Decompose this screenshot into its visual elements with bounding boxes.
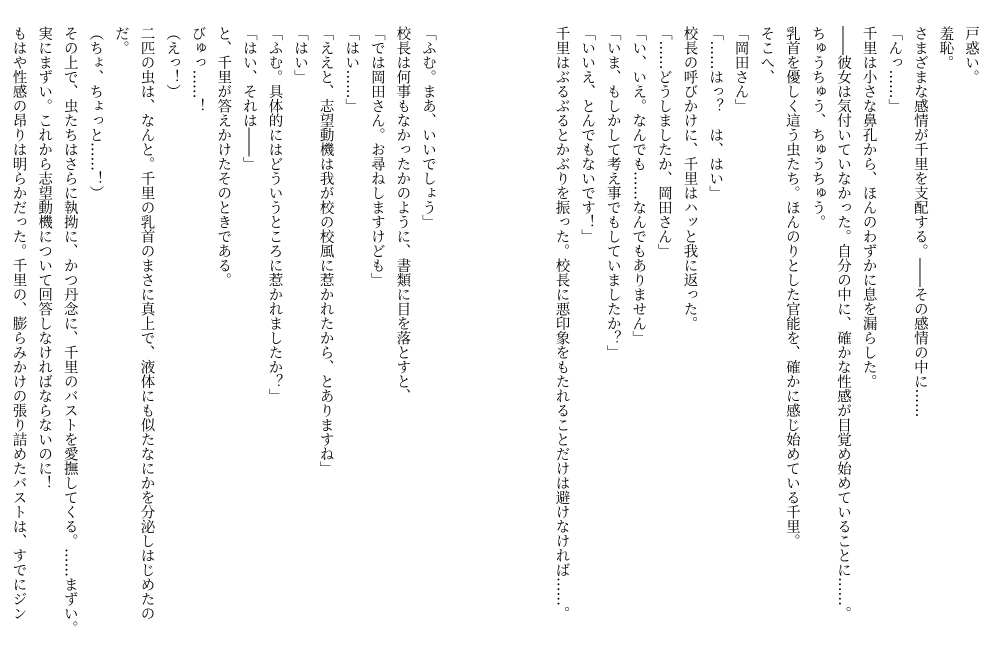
text-line: 「いいえ、とんでもないです！」 (579, 26, 596, 244)
text-line: 乳首を優しく這う虫たち。ほんのりとした官能を、確かに感じ始めている千里。 (783, 26, 800, 548)
text-line: ちゅうちゅう、ちゅうちゅう。 (809, 26, 826, 229)
text-line: その上で、虫たちはさらに執拗に、かつ丹念に、千里のバストを愛撫してくる。……まずい。 (61, 26, 78, 635)
text-line: 戸惑い。 (963, 26, 979, 84)
text-line: さまざまな感情が千里を支配する。――その感情の中に…… (911, 26, 928, 418)
text-line: 実にまずい。これから志望動機について回答しなければならないのに！ (36, 26, 53, 490)
text-line: 「はい、それは――」 (240, 26, 257, 171)
text-line: 「……どうしましたか、岡田さん」 (655, 26, 672, 258)
text-line: 「んっ……」 (886, 26, 903, 113)
text-line: 「はい……」 (343, 26, 360, 113)
text-line: 校長の呼びかけに、千里はハッと我に返った。 (681, 26, 698, 331)
text-line: 「では岡田さん。お尋ねしますけども」 (368, 26, 385, 287)
text-line: 「ふむ。具体的にはどういうところに惹かれましたか？」 (266, 26, 283, 403)
text-line: そこへ、 (758, 26, 775, 84)
text-column-right (523, 26, 983, 646)
text-line: 「岡田さん」 (732, 26, 749, 113)
text-line: 二匹の虫は、なんと。千里の乳首のまさに真上で、液体にも似たなにかを分泌しはじめたの (138, 26, 155, 621)
text-line: （えっ！） (164, 26, 181, 99)
text-line: 「ええと、志望動機は我が校の校風に惹かれたから、とありますね」 (317, 26, 334, 476)
text-line: もはや性感の昂りは明らかだった。千里の、膨らみかけの張り詰めたバストは、すでにジン (10, 26, 27, 621)
text-line: と、千里が答えかけたそのときである。 (215, 26, 232, 287)
text-column-left (0, 26, 440, 646)
text-line: 「ふむ。まあ、いいでしょう」 (420, 26, 436, 229)
text-line: 「はい」 (292, 26, 309, 84)
text-line: 「……はっ？ は、はい」 (707, 26, 724, 200)
text-line: 羞恥。 (937, 26, 954, 70)
text-line: 「い、いえ。なんでも……なんでもありません」 (630, 26, 647, 345)
text-line: 校長は何事もなかったかのように、書類に目を落とすと、 (394, 26, 411, 403)
text-line: びゅっ……！ (189, 26, 206, 113)
text-line: 「いま、もしかして考え事でもしていましたか？」 (604, 26, 621, 360)
text-line: 千里はぶるぶるとかぶりを振った。校長に悪印象をもたれることだけは避けなければ……。 (553, 26, 570, 621)
text-line: ――彼女は気付いていなかった。自分の中に、確かな性感が目覚め始めていることに……。 (835, 26, 852, 621)
text-line: だ。 (112, 26, 129, 55)
text-line: （ちょ、ちょっと……！） (87, 26, 104, 200)
text-line: 千里は小さな鼻孔から、ほんのわずかに息を漏らした。 (860, 26, 877, 389)
